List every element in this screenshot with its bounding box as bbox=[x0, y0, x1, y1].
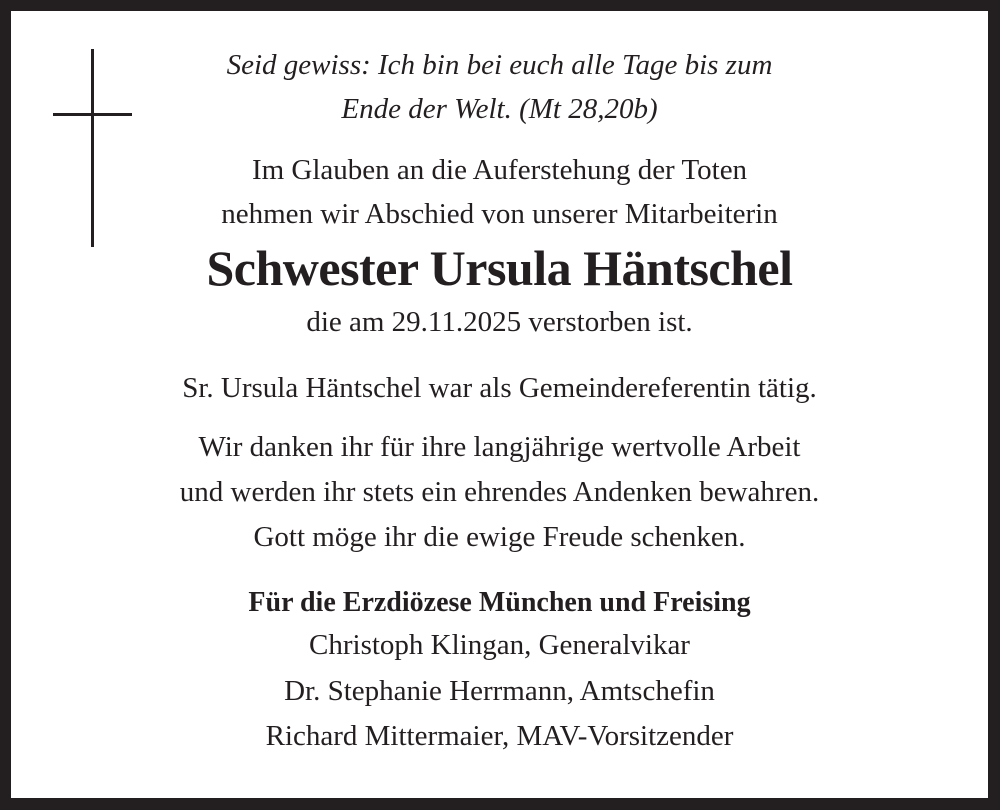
role-line: Sr. Ursula Häntschel war als Gemeindereferentin tätig. bbox=[182, 372, 817, 404]
thanks-line-1: Wir danken ihr für ihre langjährige wertvolle Arbeit bbox=[198, 431, 801, 463]
signatory-2: Dr. Stephanie Herrmann, Amtschefin bbox=[284, 675, 715, 707]
bible-verse-line-1: Seid gewiss: Ich bin bei euch alle Tage bis zum bbox=[226, 49, 773, 81]
death-date-line: die am 29.11.2025 verstorben ist. bbox=[306, 306, 693, 338]
intro-line-1: Im Glauben an die Auferstehung der Toten bbox=[251, 154, 748, 186]
signatory-1: Christoph Klingan, Generalvikar bbox=[309, 629, 690, 661]
bible-verse-line-2: Ende der Welt. (Mt 28,20b) bbox=[341, 93, 658, 125]
intro-line-2: nehmen wir Abschied von unserer Mitarbeiterin bbox=[221, 198, 778, 230]
organization-name: Für die Erzdiözese München und Freising bbox=[248, 587, 751, 618]
thanks-line-2: und werden ihr stets ein ehrendes Andenken bewahren. bbox=[179, 476, 820, 508]
thanks-line-3: Gott möge ihr die ewige Freude schenken. bbox=[253, 521, 746, 553]
obituary-notice bbox=[11, 11, 988, 798]
signatory-3: Richard Mittermaier, MAV-Vorsitzender bbox=[265, 720, 734, 752]
deceased-name: Schwester Ursula Häntschel bbox=[206, 240, 793, 296]
